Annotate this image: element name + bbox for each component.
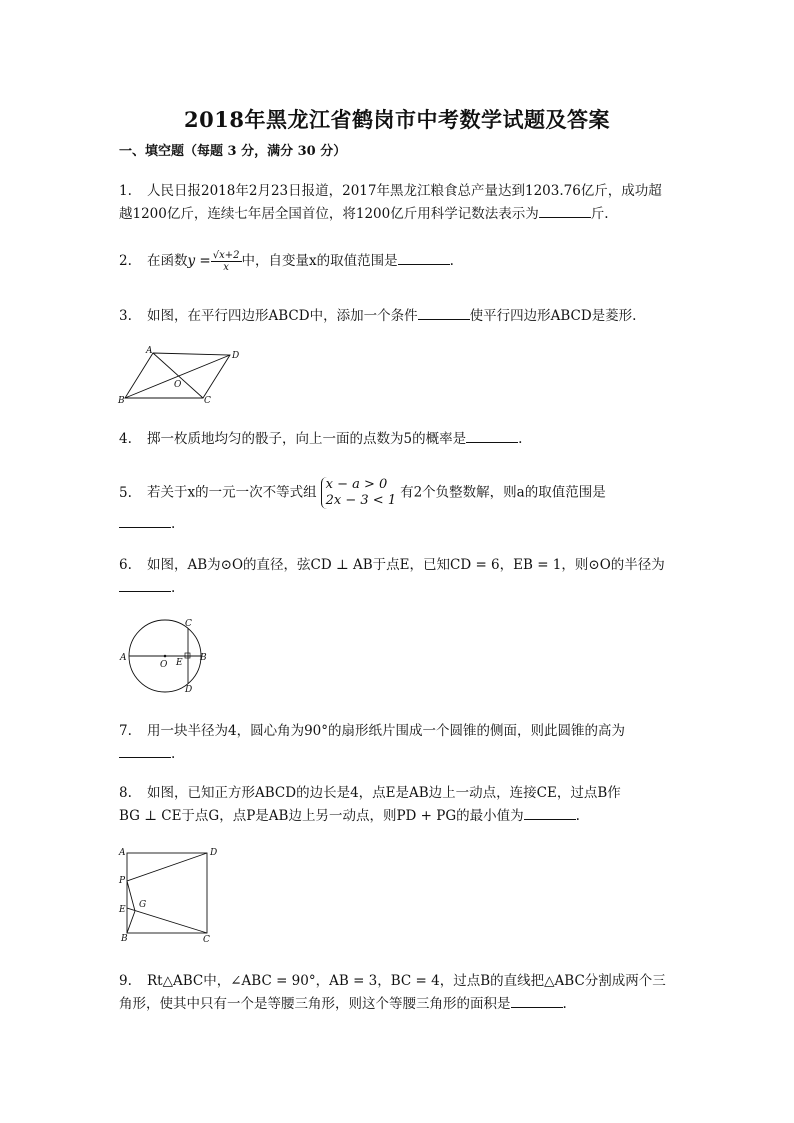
inequality-system [321, 477, 396, 509]
vertex-label-a: A [119, 848, 126, 858]
question-text: 人民日报2018年2月23日报道，2017年黑龙江粮食总产量达到1203.76亿斤，成功超 [147, 183, 662, 199]
inequality-1: x − a > 0 [325, 477, 388, 492]
question-7 [119, 720, 679, 766]
question-text: 如图，已知正方形ABCD的边长是4，点E是AB边上一动点，连接CE，过点B作 [147, 785, 621, 801]
answer-blank[interactable] [119, 743, 171, 758]
answer-blank[interactable] [466, 428, 518, 443]
figure-parallelogram [115, 342, 250, 408]
question-text: 角形，使其中只有一个是等腰三角形，则这个等腰三角形的面积是 [119, 996, 511, 1012]
figure-square [115, 843, 225, 948]
question-number: 4. [119, 431, 132, 447]
vertex-label-a: A [146, 346, 153, 356]
point-label-c: C [185, 619, 192, 629]
question-text: 用一块半径为4，圆心角为90°的扇形纸片围成一个圆锥的侧面，则此圆锥的高为 [147, 723, 626, 739]
question-9 [119, 970, 679, 1016]
question-number: 6. [119, 557, 132, 573]
inequality-2: 2x − 3 < 1 [325, 493, 397, 508]
fraction-denominator: x [223, 262, 229, 273]
question-text: 如图，AB为⊙O的直径，弦CD ⊥ AB于点E，已知CD = 6，EB = 1，则⊙O的半径为 [147, 557, 665, 573]
period: . [171, 516, 176, 532]
fraction [211, 250, 242, 273]
question-text: 在函数 [147, 253, 188, 269]
question-8 [119, 782, 679, 828]
question-number: 2. [119, 253, 132, 269]
question-3 [119, 305, 679, 328]
question-text: 斤. [590, 206, 609, 222]
vertex-label-c: C [204, 396, 211, 406]
period: . [449, 253, 454, 269]
point-label-e: E [176, 658, 183, 668]
question-text: 有2个负整数解，则a的取值范围是 [400, 484, 606, 501]
question-1 [119, 180, 679, 226]
question-text: 掷一枚质地均匀的骰子，向上一面的点数为5的概率是 [147, 431, 467, 447]
point-label-a: A [120, 653, 127, 663]
question-4 [119, 428, 679, 451]
question-number: 9. [119, 973, 132, 989]
answer-blank[interactable] [119, 577, 171, 592]
answer-blank[interactable] [524, 805, 576, 820]
vertex-label-c: C [203, 935, 210, 945]
center-label-o: O [160, 660, 168, 670]
question-text: 中，自变量x的取值范围是 [241, 253, 398, 269]
point-label-g: G [139, 900, 147, 910]
fraction-numerator: √x+2 [212, 250, 240, 261]
question-text: 越1200亿斤，连续七年居全国首位，将1200亿斤用科学记数法表示为 [119, 206, 539, 222]
section-heading: 一、填空题（每题 3 分，满分 30 分） [119, 144, 347, 159]
question-6 [119, 554, 679, 600]
page-title: 2018年黑龙江省鹤岗市中考数学试题及答案 [184, 107, 610, 132]
question-number: 1. [119, 183, 132, 199]
answer-blank[interactable] [539, 203, 591, 218]
center-label-o: O [174, 380, 182, 390]
vertex-label-b: B [118, 396, 125, 406]
question-text: 使平行四边形ABCD是菱形. [469, 308, 637, 324]
vertex-label-d: D [232, 351, 240, 361]
period: . [171, 580, 176, 596]
question-number: 3. [119, 308, 132, 324]
point-label-p: P [119, 876, 126, 886]
answer-blank[interactable] [119, 513, 171, 528]
answer-blank[interactable] [398, 250, 450, 265]
period: . [575, 808, 580, 824]
figure-circle [115, 616, 215, 696]
question-text: 若关于x的一元一次不等式组 [147, 484, 317, 501]
question-2 [119, 250, 679, 273]
point-label-d: D [185, 685, 193, 695]
question-number: 8. [119, 785, 132, 801]
period: . [518, 431, 523, 447]
answer-blank[interactable] [511, 993, 563, 1008]
vertex-label-d: D [210, 848, 218, 858]
point-label-e: E [119, 905, 126, 915]
question-number: 5. [119, 484, 132, 501]
point-label-b: B [200, 653, 207, 663]
question-5 [119, 477, 679, 536]
formula-lhs: y = [187, 253, 211, 269]
question-text: Rt△ABC中，∠ABC = 90°，AB = 3，BC = 4，过点B的直线把△ABC分割成两个三 [147, 973, 666, 989]
answer-blank[interactable] [418, 305, 470, 320]
period: . [171, 746, 176, 762]
question-text: 如图，在平行四边形ABCD中，添加一个条件 [147, 308, 418, 324]
vertex-label-b: B [121, 934, 128, 944]
question-text: BG ⊥ CE于点G，点P是AB边上另一动点，则PD + PG的最小值为 [119, 808, 524, 824]
period: . [562, 996, 567, 1012]
question-number: 7. [119, 723, 132, 739]
